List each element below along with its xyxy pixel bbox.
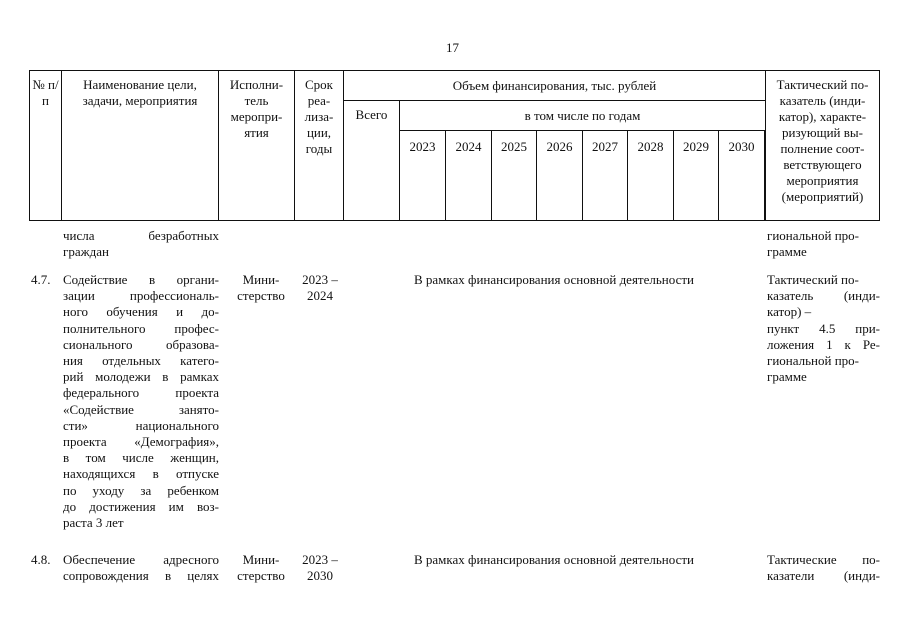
row-term-line: 2024 xyxy=(307,288,333,304)
row-name-line: федерального проекта xyxy=(63,385,219,401)
row-name-line: сионального образова- xyxy=(63,336,219,352)
header-executor-line: меропри- xyxy=(230,109,283,124)
continuation-name-cell xyxy=(63,228,219,260)
row-indicator-line: казатель (инди- xyxy=(767,288,880,304)
header-executor-line: ятия xyxy=(244,125,269,140)
row-financing-note: В рамках финансирования основной деятельности xyxy=(413,552,694,567)
table-header xyxy=(29,70,880,221)
row-name-line: сопровождения в целях xyxy=(63,568,219,584)
row-indicator-line: пункт 4.5 при- xyxy=(767,320,880,336)
header-indicator-line: Тактический по- xyxy=(776,77,869,92)
row-name-line: Обеспечение адресного xyxy=(63,552,219,567)
row-name-line: ного обучения и до- xyxy=(63,304,219,320)
header-year-2026: 2026 xyxy=(537,131,583,220)
row-executor-line: Мини- xyxy=(242,272,280,287)
row-executor-line: стерство xyxy=(237,568,285,584)
row-financing-note: В рамках финансирования основной деятельности xyxy=(413,272,694,287)
header-term-line: лиза- xyxy=(304,109,334,124)
row-name-line: ния отдельных катего- xyxy=(63,353,219,369)
header-year-2025: 2025 xyxy=(492,131,537,220)
row-indicator-cell xyxy=(767,552,880,584)
header-financing-title: Объем финансирования, тыс. рублей xyxy=(344,71,765,101)
row-indicator-line: ложения 1 к Ре- xyxy=(767,336,880,352)
row-term-line: 2023 – xyxy=(302,272,338,287)
header-col-executor xyxy=(219,71,295,220)
row-executor-line: Мини- xyxy=(242,552,280,567)
header-year-2028: 2028 xyxy=(628,131,674,220)
header-indicator-line: полнение соот- xyxy=(780,141,865,156)
row-name-line: в том числе женщин, xyxy=(63,450,219,466)
header-term-line: годы xyxy=(305,141,333,156)
header-indicator-line: (мероприятий) xyxy=(781,189,864,204)
row-name-line: рий молодежи в рамках xyxy=(63,369,219,385)
row-term-cell xyxy=(294,552,346,584)
row-executor-line: стерство xyxy=(237,288,285,304)
header-year-2023: 2023 xyxy=(400,131,446,220)
continuation-indicator-cell xyxy=(767,228,880,260)
header-financing-by-years: в том числе по годам xyxy=(400,101,765,131)
header-col-indicator xyxy=(765,71,879,220)
continuation-line: гиональной про- xyxy=(767,228,859,243)
continuation-line: граждан xyxy=(63,244,109,260)
row-indicator-line: гиональной про- xyxy=(767,353,859,369)
row-term-line: 2030 xyxy=(307,568,333,584)
header-executor-line: тель xyxy=(244,93,269,108)
header-term-line: реа- xyxy=(307,93,331,108)
header-financing-total: Всего xyxy=(344,101,400,220)
row-executor-cell xyxy=(226,552,296,584)
row-name-line: раста 3 лет xyxy=(63,515,124,531)
row-name-cell xyxy=(63,552,219,584)
row-executor-cell xyxy=(226,272,296,304)
row-indicator-line: грамме xyxy=(767,369,807,385)
row-name-line: до достижения им воз- xyxy=(63,498,219,514)
header-indicator-line: катор), характе- xyxy=(778,109,867,124)
continuation-line: числа безработных xyxy=(63,228,219,243)
row-name-line: зации профессиональ- xyxy=(63,288,219,304)
row-number: 4.7. xyxy=(31,272,51,287)
header-col-term xyxy=(295,71,344,220)
row-term-line: 2023 – xyxy=(302,552,338,567)
header-indicator-line: мероприятия xyxy=(786,173,859,188)
row-indicator-line: катор) – xyxy=(767,304,812,320)
header-indicator-line: ветствующего xyxy=(783,157,862,172)
row-name-line: полнительного профес- xyxy=(63,320,219,336)
row-name-line: сти» национального xyxy=(63,417,219,433)
header-term-line: ции, xyxy=(306,125,332,140)
row-term-cell xyxy=(294,272,346,304)
header-indicator-line: казатель (инди- xyxy=(779,93,866,108)
row-indicator-cell xyxy=(767,272,880,385)
row-name-cell xyxy=(63,272,219,531)
row-indicator-line: казатели (инди- xyxy=(767,568,880,584)
header-year-2024: 2024 xyxy=(446,131,492,220)
header-year-2027: 2027 xyxy=(583,131,628,220)
row-indicator-line: Тактический по- xyxy=(767,272,859,287)
header-year-2029: 2029 xyxy=(674,131,719,220)
header-col-name: Наименование цели, задачи, мероприятия xyxy=(62,71,219,220)
row-name-line: Содействие в органи- xyxy=(63,272,219,287)
page-number: 17 xyxy=(446,40,459,55)
row-name-line: проекта «Демография», xyxy=(63,434,219,450)
row-name-line: по уходу за ребенком xyxy=(63,482,219,498)
row-name-line: «Содействие занято- xyxy=(63,401,219,417)
header-term-line: Срок xyxy=(305,77,333,92)
header-col-number: № п/п xyxy=(30,71,62,220)
header-executor-line: Исполни- xyxy=(229,77,284,92)
header-indicator-line: ризующий вы- xyxy=(782,125,863,140)
continuation-line: грамме xyxy=(767,244,807,260)
row-number: 4.8. xyxy=(31,552,51,567)
header-year-2030: 2030 xyxy=(719,131,765,220)
row-indicator-line: Тактические по- xyxy=(767,552,880,567)
row-name-line: находящихся в отпуске xyxy=(63,466,219,482)
